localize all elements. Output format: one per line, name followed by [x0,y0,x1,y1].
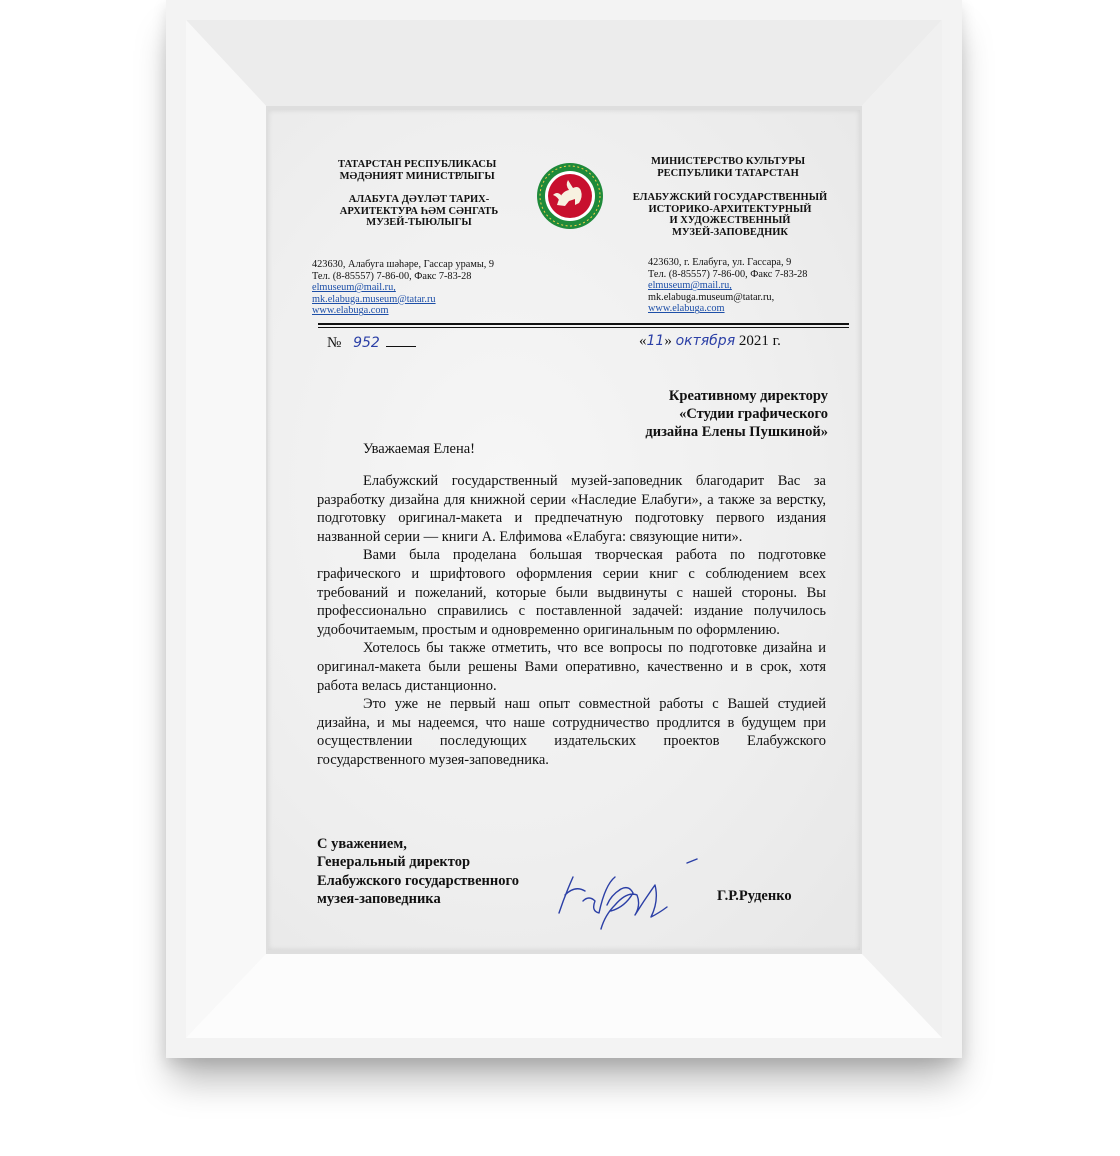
right-email-2: mk.elabuga.museum@tatar.ru, [648,291,775,303]
right-museum-line-4: МУЗЕЙ-ЗАПОВЕДНИК [671,226,789,238]
signatory-name: Г.Р.Руденко [717,888,792,904]
closing-line-3: Елабужского государственного [317,872,519,889]
right-contacts [648,257,807,315]
addressee-line-1: Креативному директору [668,388,828,404]
right-address: 423630, г. Елабуга, ул. Гассара, 9 [648,257,792,268]
left-contacts [312,259,494,317]
greeting: Уважаемая Елена! [363,441,475,457]
date-year: 2021 г. [738,333,781,349]
right-museum-line-1: ЕЛАБУЖСКИЙ ГОСУДАРСТВЕННЫЙ [632,192,828,203]
letter-body [317,472,826,770]
addressee-line-2: «Студии графического [679,406,828,422]
closing-line-4: музея-заповедника [317,891,441,908]
date-quote-close: » [664,333,672,349]
paragraph-2: Вами была проделана большая творческая работа по подготовке графического и шрифтового оформления серии книг с соблюдением всех требований и пожеланий, которые были выдвинуты с нашей стороны. Вы профессионально справились с поставленной задачей: издание получилось удобочитаемым, простым и одновременно оригинальным по оформлению. [317,547,826,638]
date-quote-open: « [639,333,647,349]
left-museum-line-1: АЛАБУГА ДӘҮЛӘТ ТАРИХ- [348,194,490,205]
left-ministry [338,159,496,182]
number-sign: № [327,335,342,351]
left-email-1[interactable]: elmuseum@mail.ru, [312,282,396,294]
right-email-1[interactable]: elmuseum@mail.ru, [648,280,732,292]
paragraph-3: Хотелось бы также отметить, что все вопросы по подготовке дизайна и оригинал-макета были решены Вами оперативно, качественно и в срок, хотя работа велась дистанционно. [317,640,826,694]
letterhead-rule-thick [318,323,849,325]
left-email-2[interactable]: mk.elabuga.museum@tatar.ru [312,293,436,305]
closing-block [317,835,519,909]
left-museum-line-3: МУЗЕЙ-ТЫЮЛЫГЫ [366,217,472,228]
paragraph-4: Это уже не первый наш опыт совместной работы с Вашей студией дизайна, и мы надеемся, что наше сотрудничество продлится в будущем при осуществлении последующих издательских проектов Елабужского государственного музея-заповедника. [317,696,826,768]
handwritten-signature [555,855,725,935]
right-museum [630,192,830,238]
right-ministry [651,156,805,179]
right-ministry-line-2: РЕСПУБЛИКИ ТАТАРСТАН [657,167,799,179]
left-ministry-line-1: ТАТАРСТАН РЕСПУБЛИКАСЫ [338,159,497,170]
right-site[interactable]: www.elabuga.com [648,303,725,315]
letterhead-rule-thin [318,327,849,328]
date-month: октября [675,333,736,349]
right-ministry-line-1: МИНИСТЕРСТВО КУЛЬТУРЫ [651,156,806,167]
tatarstan-emblem-icon [535,161,605,231]
number-underline [386,346,416,347]
left-phone: Тел. (8-85557) 7-86-00, Факс 7-83-28 [312,270,472,282]
addressee [568,387,828,441]
letter-date [639,333,781,350]
left-museum [332,194,506,229]
outgoing-number [327,335,416,352]
left-ministry-line-2: МӘДӘНИЯТ МИНИСТРЛЫГЫ [339,170,495,182]
addressee-line-3: дизайна Елены Пушкиной» [645,424,828,440]
right-phone: Тел. (8-85557) 7-86-00, Факс 7-83-28 [648,268,808,280]
closing-line-1: С уважением, [317,836,407,852]
right-museum-line-3: И ХУДОЖЕСТВЕННЫЙ [669,215,791,226]
left-address: 423630, Алабуга шәһәре, Гассар урамы, 9 [312,259,495,270]
closing-line-2: Генеральный директор [317,854,471,871]
paragraph-1: Елабужский государственный музей-заповедник благодарит Вас за разработку дизайна для книжной серии «Наследие Елабуги», а также за верстку, подготовку оригинал-макета и предпечатную подготовку первого издания названной серии — книги А. Елфимова «Елабуга: связующие нити». [317,473,826,545]
date-day: 11 [646,333,665,349]
number-value: 952 [353,335,380,351]
left-site[interactable]: www.elabuga.com [312,305,389,317]
right-museum-line-2: ИСТОРИКО-АРХИТЕКТУРНЫЙ [648,203,812,215]
left-museum-line-2: АРХИТЕКТУРА ҺӘМ СӘНГАТЬ [339,205,499,217]
